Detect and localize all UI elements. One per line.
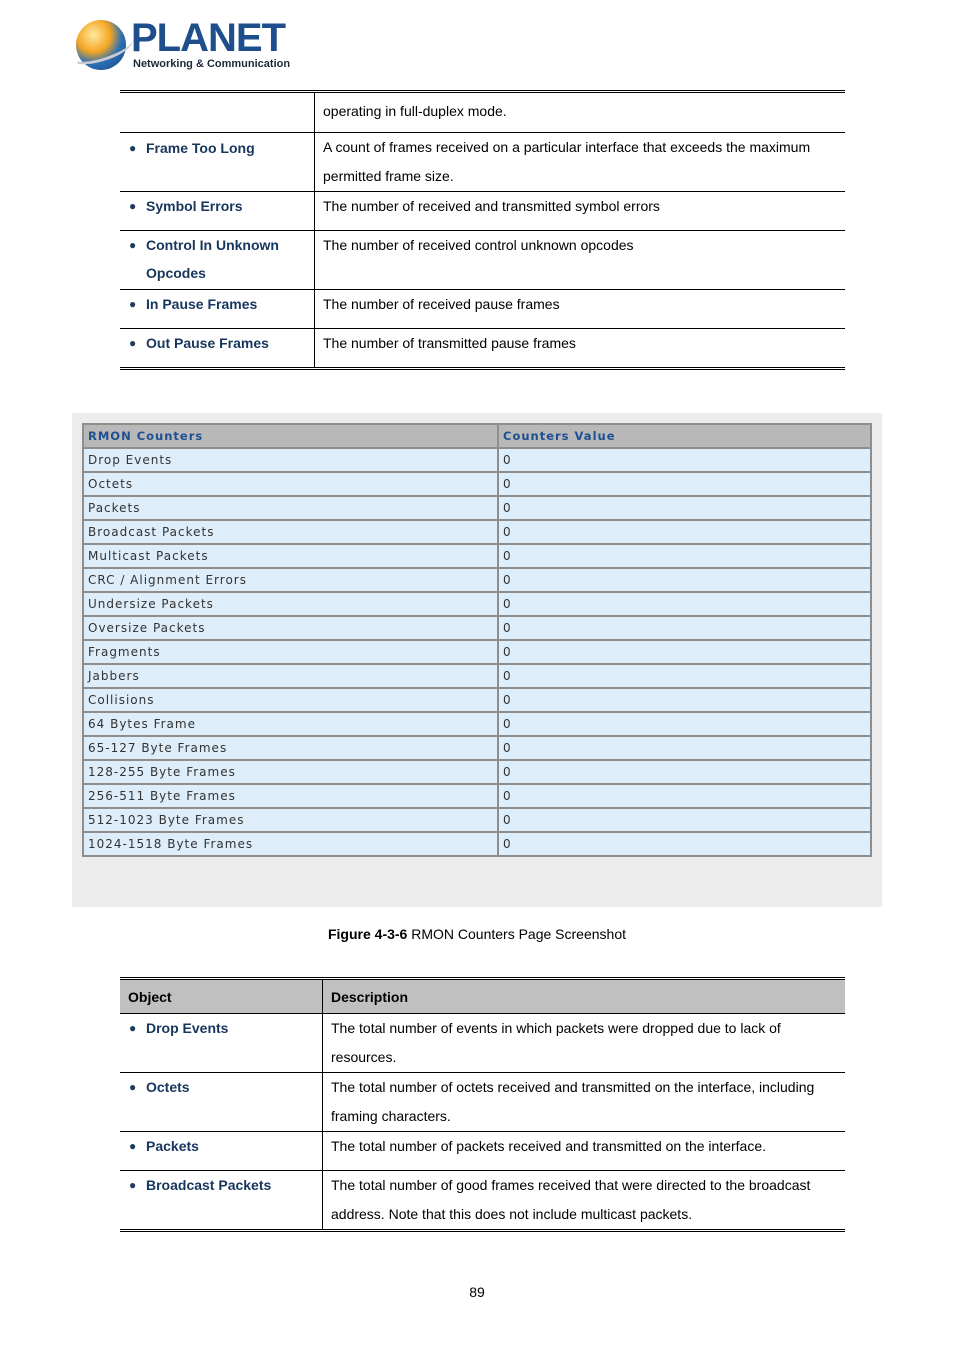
- object-label: Out Pause Frames: [146, 335, 269, 351]
- figure-caption: [0, 926, 954, 942]
- rmon-counter-name: Collisions: [83, 688, 498, 712]
- rmon-counter-name: Drop Events: [83, 448, 498, 472]
- table-row: [120, 290, 845, 329]
- table-row: [120, 133, 845, 192]
- bullet-icon: ●: [129, 1139, 137, 1153]
- description-cell: [323, 1014, 846, 1073]
- object-label: Control In Unknown Opcodes: [146, 237, 279, 281]
- description-text: The total number of good frames received that were directed to the broadcast address. Note that this does not include multicast packets.: [331, 1177, 811, 1222]
- table-row: [120, 1073, 845, 1132]
- rmon-counter-value: 0: [498, 808, 871, 832]
- rmon-row: [83, 568, 871, 592]
- rmon-counter-value: 0: [498, 496, 871, 520]
- rmon-counter-value: 0: [498, 568, 871, 592]
- rmon-row: [83, 544, 871, 568]
- bullet-icon: ●: [129, 1080, 137, 1094]
- logo-brand: PLANET: [131, 16, 285, 60]
- description-text: The total number of octets received and transmitted on the interface, including framing characters.: [331, 1079, 815, 1124]
- rmon-counter-name: Octets: [83, 472, 498, 496]
- rmon-counter-value: 0: [498, 592, 871, 616]
- description-cell: [323, 1073, 846, 1132]
- description-cell: [315, 133, 846, 192]
- rmon-counter-name: Multicast Packets: [83, 544, 498, 568]
- rmon-header-row: [83, 424, 871, 448]
- rmon-row: [83, 448, 871, 472]
- rmon-counter-value: 0: [498, 544, 871, 568]
- rmon-counter-value: 0: [498, 688, 871, 712]
- description-table-bottom: [120, 977, 845, 1232]
- table-header-row: [120, 979, 845, 1014]
- object-label: Broadcast Packets: [146, 1177, 272, 1193]
- rmon-row: [83, 664, 871, 688]
- rmon-row: [83, 616, 871, 640]
- rmon-counter-value: 0: [498, 664, 871, 688]
- rmon-screenshot-panel: [72, 413, 882, 907]
- rmon-row: [83, 760, 871, 784]
- description-cell: [315, 92, 846, 133]
- rmon-counters-table: [82, 423, 872, 857]
- bullet-icon: ●: [129, 336, 137, 350]
- table-row: [120, 92, 845, 133]
- description-text: The number of received control unknown opcodes: [323, 237, 634, 253]
- rmon-counter-name: Packets: [83, 496, 498, 520]
- caption-text: RMON Counters Page Screenshot: [407, 926, 626, 942]
- description-cell: [323, 1171, 846, 1231]
- description-cell: [315, 231, 846, 290]
- table-row: [120, 329, 845, 369]
- description-cell: [323, 1132, 846, 1171]
- header-object: Object: [120, 979, 323, 1014]
- bullet-icon: ●: [129, 199, 137, 213]
- table-row: [120, 192, 845, 231]
- rmon-counter-name: Jabbers: [83, 664, 498, 688]
- object-label: Drop Events: [146, 1020, 229, 1036]
- rmon-counter-value: 0: [498, 760, 871, 784]
- bullet-icon: ●: [129, 238, 137, 252]
- description-text: The number of received pause frames: [323, 296, 560, 312]
- object-cell: [120, 92, 315, 133]
- rmon-counter-name: Undersize Packets: [83, 592, 498, 616]
- object-label: In Pause Frames: [146, 296, 258, 312]
- rmon-counter-value: 0: [498, 832, 871, 856]
- rmon-row: [83, 640, 871, 664]
- rmon-counter-value: 0: [498, 448, 871, 472]
- description-text: The total number of packets received and transmitted on the interface.: [331, 1138, 767, 1154]
- rmon-counter-name: Fragments: [83, 640, 498, 664]
- planet-logo: [76, 16, 291, 74]
- object-label: Octets: [146, 1079, 190, 1095]
- object-cell: [120, 192, 315, 231]
- rmon-counter-value: 0: [498, 712, 871, 736]
- rmon-row: [83, 520, 871, 544]
- table-row: [120, 1171, 845, 1231]
- rmon-counter-name: CRC / Alignment Errors: [83, 568, 498, 592]
- bullet-icon: ●: [129, 141, 137, 155]
- rmon-row: [83, 592, 871, 616]
- table-row: [120, 1014, 845, 1073]
- rmon-counter-name: 256-511 Byte Frames: [83, 784, 498, 808]
- object-label: Symbol Errors: [146, 198, 243, 214]
- description-table-top: [120, 90, 845, 370]
- rmon-counter-name: Broadcast Packets: [83, 520, 498, 544]
- rmon-row: [83, 688, 871, 712]
- bullet-icon: ●: [129, 1178, 137, 1192]
- description-text: A count of frames received on a particular interface that exceeds the maximum permitted frame size.: [323, 139, 811, 184]
- object-cell: [120, 231, 315, 290]
- object-cell: [120, 329, 315, 369]
- page-number: 89: [469, 1284, 485, 1300]
- rmon-counter-value: 0: [498, 784, 871, 808]
- rmon-row: [83, 808, 871, 832]
- bullet-icon: ●: [129, 1021, 137, 1035]
- bullet-icon: ●: [129, 297, 137, 311]
- rmon-counter-value: 0: [498, 472, 871, 496]
- rmon-counter-value: 0: [498, 736, 871, 760]
- table-row: [120, 1132, 845, 1171]
- description-cell: [315, 329, 846, 369]
- rmon-row: [83, 496, 871, 520]
- logo-tagline: Networking & Communication: [133, 58, 291, 70]
- description-cell: [315, 290, 846, 329]
- rmon-counter-name: 128-255 Byte Frames: [83, 760, 498, 784]
- rmon-counter-value: 0: [498, 616, 871, 640]
- rmon-row: [83, 472, 871, 496]
- caption-label: Figure 4-3-6: [327, 926, 408, 942]
- object-cell: [120, 133, 315, 192]
- rmon-counter-value: 0: [498, 520, 871, 544]
- rmon-counter-name: Oversize Packets: [83, 616, 498, 640]
- description-cell: [315, 192, 846, 231]
- description-text: The number of transmitted pause frames: [323, 335, 576, 351]
- rmon-row: [83, 832, 871, 856]
- rmon-header-value: Counters Value: [498, 424, 871, 448]
- table-row: [120, 231, 845, 290]
- description-text: operating in full-duplex mode.: [323, 103, 507, 119]
- rmon-counter-name: 1024-1518 Byte Frames: [83, 832, 498, 856]
- rmon-header-counter: RMON Counters: [83, 424, 498, 448]
- rmon-counter-name: 64 Bytes Frame: [83, 712, 498, 736]
- rmon-counter-name: 65-127 Byte Frames: [83, 736, 498, 760]
- object-cell: [120, 1014, 323, 1073]
- object-label: Frame Too Long: [146, 140, 255, 156]
- object-label: Packets: [146, 1138, 199, 1154]
- rmon-counter-name: 512-1023 Byte Frames: [83, 808, 498, 832]
- object-cell: [120, 1171, 323, 1231]
- description-text: The number of received and transmitted symbol errors: [323, 198, 660, 214]
- rmon-row: [83, 784, 871, 808]
- rmon-row: [83, 712, 871, 736]
- rmon-row: [83, 736, 871, 760]
- object-cell: [120, 290, 315, 329]
- description-text: The total number of events in which packets were dropped due to lack of resources.: [331, 1020, 781, 1065]
- header-description: Description: [323, 979, 846, 1014]
- object-cell: [120, 1132, 323, 1171]
- object-cell: [120, 1073, 323, 1132]
- rmon-counter-value: 0: [498, 640, 871, 664]
